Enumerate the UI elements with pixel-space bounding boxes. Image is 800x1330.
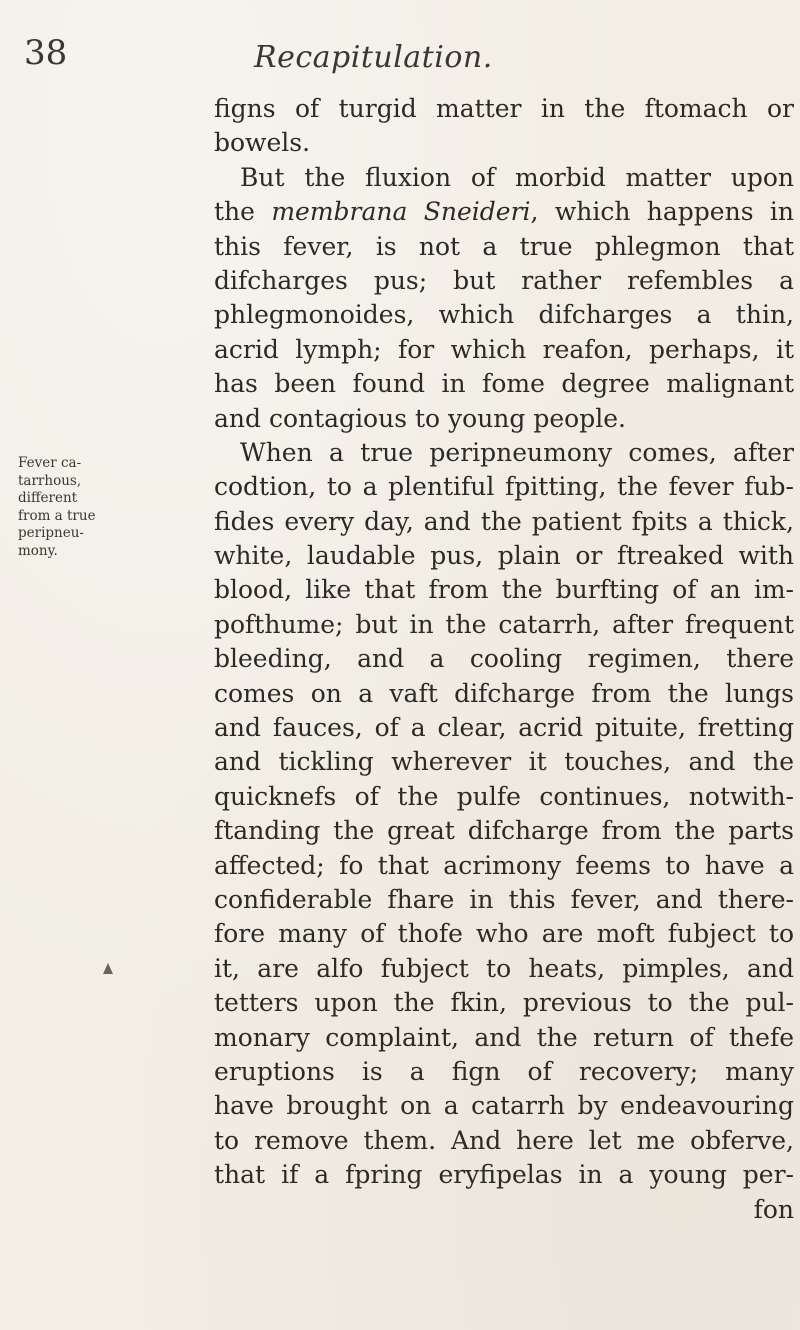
text-line: it, are alfo fubject to heats, pimples, and <box>214 953 794 983</box>
text-line: quicknefs of the pulfe continues, notwith- <box>214 781 794 811</box>
margin-note-line: different <box>18 490 78 506</box>
text-line: tetters upon the fkin, previous to the pul- <box>214 988 794 1018</box>
text-line: this fever, is not a true phlegmon that <box>214 231 794 261</box>
text-line: confiderable fhare in this fever, and there- <box>214 884 794 914</box>
catchword: fon <box>753 1194 794 1224</box>
margin-note-line: mony. <box>18 542 58 559</box>
margin-note-line: Fever ca- <box>18 455 82 471</box>
text-line: have brought on a catarrh by endeavouring <box>214 1091 794 1121</box>
text-line-with-italic: the membrana Sneideri, which happens in <box>214 197 794 227</box>
text-line: difcharges pus; but rather refembles a <box>214 265 794 295</box>
text-line: bowels. <box>214 128 311 158</box>
text-line: to remove them. And here let me obferve, <box>214 1125 794 1155</box>
running-head: Recapitulation. <box>254 40 493 75</box>
printer-mark-icon <box>103 963 113 974</box>
text-line: and contagious to young people. <box>214 403 626 433</box>
text-line: affected; fo that acrimony feems to have a <box>214 850 794 880</box>
text-line: that if a fpring eryfipelas in a young per- <box>214 1160 794 1190</box>
margin-note-line: from a true <box>18 507 96 524</box>
margin-note-line: peripneu- <box>18 525 84 541</box>
margin-note <box>18 455 98 560</box>
text-line: acrid lymph; for which reafon, perhaps, it <box>214 334 794 364</box>
text-line: bleeding, and a cooling regimen, there <box>214 644 794 674</box>
text-line: pofthume; but in the catarrh, after frequent <box>214 609 794 639</box>
text-line: comes on a vaft difcharge from the lungs <box>214 678 794 708</box>
text-line: But the fluxion of morbid matter upon <box>240 162 794 192</box>
body-text <box>214 92 794 1227</box>
text-line: When a true peripneumony comes, after <box>240 437 794 467</box>
text-line: figns of turgid matter in the ftomach or <box>214 94 794 123</box>
page-number: 38 <box>24 33 68 73</box>
text-line: ftanding the great difcharge from the parts <box>214 816 794 846</box>
text-line: phlegmonoides, which difcharges a thin, <box>214 300 794 330</box>
text-line: white, laudable pus, plain or ftreaked with <box>214 541 794 571</box>
text-line: codtion, to a plentiful fpitting, the fever fub- <box>214 472 794 502</box>
text-line: blood, like that from the burfting of an im- <box>214 575 794 605</box>
italic-phrase: membrana Sneideri <box>271 197 531 227</box>
text-line: eruptions is a fign of recovery; many <box>214 1056 794 1086</box>
text-line: and tickling wherever it touches, and the <box>214 747 794 777</box>
text-line: and fauces, of a clear, acrid pituite, fretting <box>214 713 794 743</box>
text-line: monary complaint, and the return of thefe <box>214 1022 794 1052</box>
margin-note-line: tarrhous, <box>18 472 82 489</box>
text-line: fides every day, and the patient fpits a thick, <box>214 506 794 536</box>
text-line: has been found in fome degree malignant <box>214 369 794 399</box>
text-line: fore many of thofe who are moft fubject to <box>214 919 794 949</box>
